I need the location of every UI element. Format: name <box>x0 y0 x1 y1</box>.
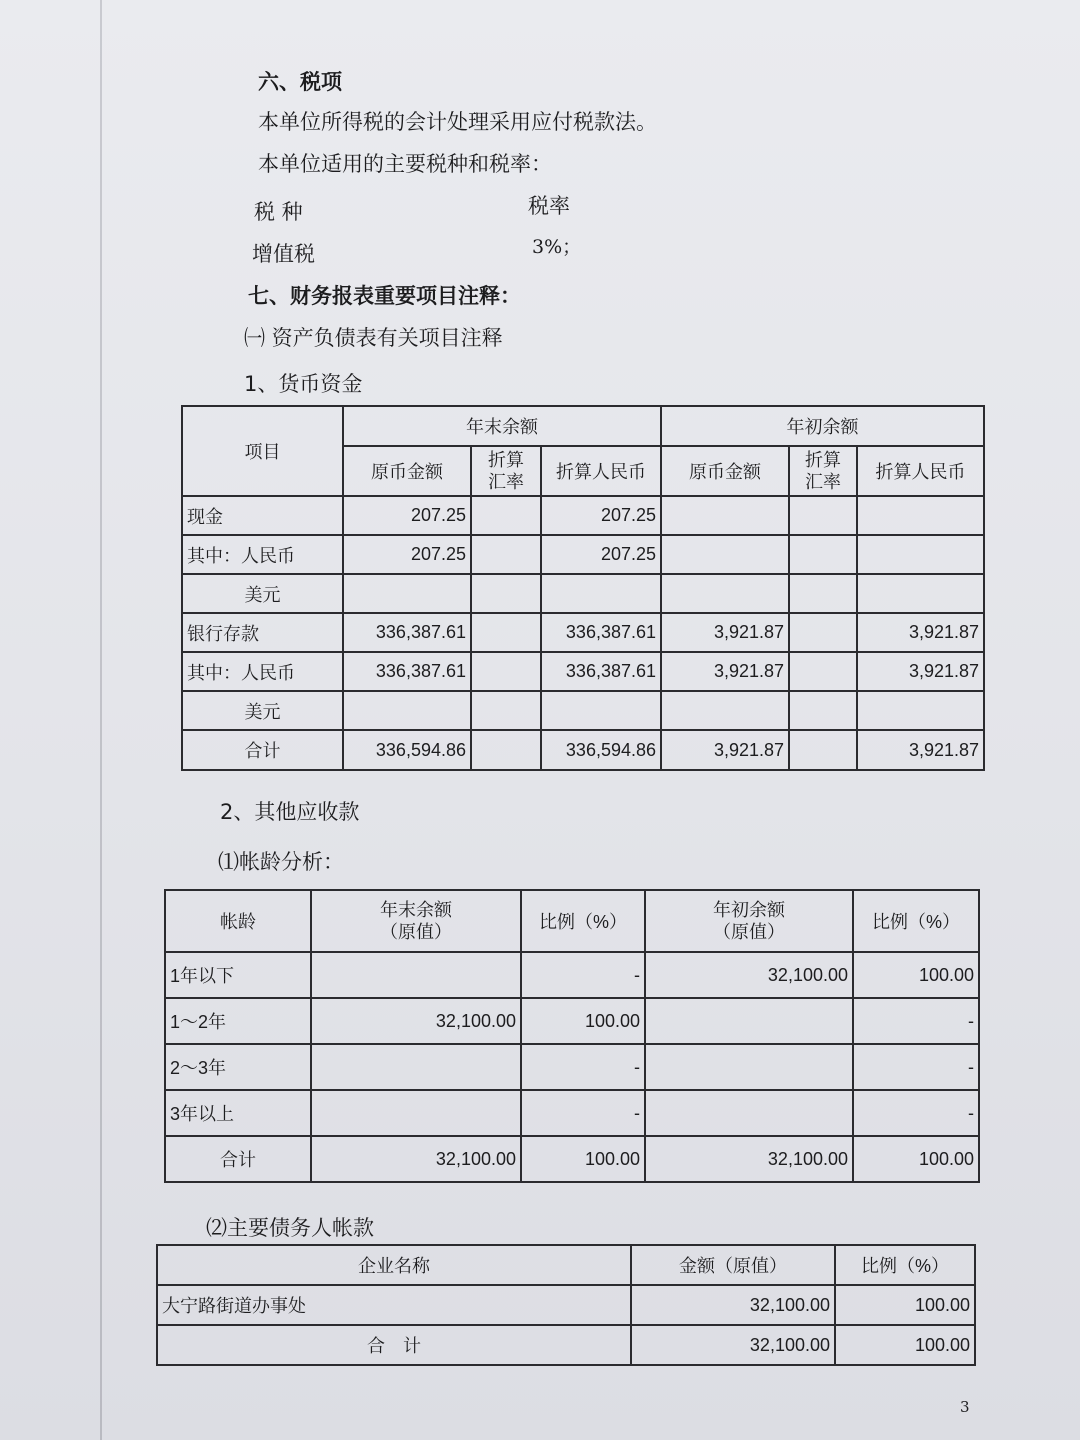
cell-end-orig <box>343 691 471 730</box>
balance-sheet-notes-heading: ㈠ 资产负债表有关项目注释 <box>244 326 503 350</box>
col-header-rate: 折算 汇率 <box>471 446 541 496</box>
cell-end-rate <box>471 730 541 770</box>
cell-end-orig: 336,594.86 <box>343 730 471 770</box>
cell-begin-ratio: - <box>853 1090 979 1136</box>
col-header-year-end-value: 年末余额 （原值） <box>311 890 521 952</box>
table-row <box>182 535 984 574</box>
cell-begin-rate <box>789 730 857 770</box>
cell-begin-value <box>645 998 853 1044</box>
cell-begin-rate <box>789 496 857 535</box>
cell-begin-orig <box>661 535 789 574</box>
cell-end-rate <box>471 613 541 652</box>
cell-begin-rate <box>789 535 857 574</box>
cell-begin-rmb: 3,921.87 <box>857 652 984 691</box>
row-aging-label: 3年以上 <box>165 1090 311 1136</box>
vat-rate: 3%； <box>532 236 582 258</box>
cell-ratio: 100.00 <box>835 1325 975 1365</box>
row-label: 合计 <box>182 730 343 770</box>
col-header-year-end: 年末余额 <box>343 406 661 446</box>
cell-end-rmb: 336,387.61 <box>541 652 661 691</box>
cell-end-orig: 207.25 <box>343 496 471 535</box>
col-header-rmb: 折算人民币 <box>541 446 661 496</box>
cell-end-orig: 207.25 <box>343 535 471 574</box>
tax-policy-text: 本单位所得税的会计处理采用应付税款法。 <box>258 110 657 134</box>
cell-end-rmb: 207.25 <box>541 535 661 574</box>
vat-name: 增值税 <box>252 242 315 266</box>
cell-company-name: 大宁路街道办事处 <box>157 1285 631 1325</box>
col-header-ratio: 比例（%） <box>521 890 645 952</box>
cell-begin-rate <box>789 574 857 613</box>
cell-end-rmb <box>541 691 661 730</box>
cell-end-orig: 336,387.61 <box>343 652 471 691</box>
cell-begin-rmb: 3,921.87 <box>857 730 984 770</box>
col-header-rmb: 折算人民币 <box>857 446 984 496</box>
cash-section-title: 1、货币资金 <box>244 372 363 396</box>
row-aging-label: 1～2年 <box>165 998 311 1044</box>
major-debtors-title: ⑵主要债务人帐款 <box>206 1216 374 1240</box>
cell-end-ratio: 100.00 <box>521 1136 645 1182</box>
notes-heading: 七、财务报表重要项目注释： <box>248 284 521 308</box>
cell-begin-rmb <box>857 691 984 730</box>
cell-end-value: 32,100.00 <box>311 1136 521 1182</box>
cell-begin-rmb <box>857 574 984 613</box>
cell-end-value <box>311 952 521 998</box>
cell-amount: 32,100.00 <box>631 1325 835 1365</box>
row-aging-label: 1年以下 <box>165 952 311 998</box>
aging-table <box>164 889 980 1183</box>
page-number: 3 <box>960 1398 970 1416</box>
row-label: 美元 <box>182 574 343 613</box>
tax-rate-header: 税率 <box>528 194 570 218</box>
table-row <box>182 691 984 730</box>
cell-begin-value: 32,100.00 <box>645 1136 853 1182</box>
cell-end-rmb: 336,594.86 <box>541 730 661 770</box>
row-aging-label: 合计 <box>165 1136 311 1182</box>
col-header-orig-amount: 原币金额 <box>343 446 471 496</box>
col-header-amount: 金额（原值） <box>631 1245 835 1285</box>
col-header-year-begin-value: 年初余额 （原值） <box>645 890 853 952</box>
cell-ratio: 100.00 <box>835 1285 975 1325</box>
cell-begin-rmb: 3,921.87 <box>857 613 984 652</box>
cell-begin-rate <box>789 652 857 691</box>
other-receivables-title: 2、其他应收款 <box>220 800 360 824</box>
cell-begin-orig: 3,921.87 <box>661 652 789 691</box>
table-row <box>165 1090 979 1136</box>
table-row <box>182 613 984 652</box>
cell-end-value <box>311 1090 521 1136</box>
col-header-item: 项目 <box>182 406 343 496</box>
cell-end-ratio: 100.00 <box>521 998 645 1044</box>
cell-end-rmb: 207.25 <box>541 496 661 535</box>
cell-begin-orig <box>661 691 789 730</box>
cell-begin-ratio: 100.00 <box>853 952 979 998</box>
cell-begin-ratio: - <box>853 1044 979 1090</box>
table-row <box>182 574 984 613</box>
cell-end-rate <box>471 574 541 613</box>
table-row <box>157 1285 975 1325</box>
cell-end-ratio: - <box>521 1044 645 1090</box>
cell-begin-orig: 3,921.87 <box>661 730 789 770</box>
cell-begin-ratio: 100.00 <box>853 1136 979 1182</box>
tax-rates-intro: 本单位适用的主要税种和税率： <box>258 152 552 176</box>
table-row <box>182 652 984 691</box>
cell-begin-value <box>645 1044 853 1090</box>
cell-end-rate <box>471 652 541 691</box>
table-row <box>165 998 979 1044</box>
col-header-ratio: 比例（%） <box>835 1245 975 1285</box>
cell-end-orig <box>343 574 471 613</box>
col-header-aging: 帐龄 <box>165 890 311 952</box>
cell-end-orig: 336,387.61 <box>343 613 471 652</box>
table-row-total <box>165 1136 979 1182</box>
row-label: 银行存款 <box>182 613 343 652</box>
row-label: 其中：人民币 <box>182 652 343 691</box>
cell-end-value: 32,100.00 <box>311 998 521 1044</box>
tax-heading: 六、税项 <box>258 70 342 94</box>
table-row <box>165 952 979 998</box>
cell-end-ratio: - <box>521 1090 645 1136</box>
cell-begin-rate <box>789 613 857 652</box>
col-header-orig-amount: 原币金额 <box>661 446 789 496</box>
cell-end-rate <box>471 691 541 730</box>
cell-begin-orig <box>661 574 789 613</box>
major-debtors-table <box>156 1244 976 1366</box>
col-header-rate: 折算 汇率 <box>789 446 857 496</box>
cell-end-value <box>311 1044 521 1090</box>
row-aging-label: 2～3年 <box>165 1044 311 1090</box>
cell-company-name: 合 计 <box>157 1325 631 1365</box>
table-row-total <box>157 1325 975 1365</box>
col-header-company-name: 企业名称 <box>157 1245 631 1285</box>
page-binding-edge <box>100 0 102 1440</box>
col-header-ratio: 比例（%） <box>853 890 979 952</box>
cell-begin-value <box>645 1090 853 1136</box>
table-row <box>165 1044 979 1090</box>
row-label: 现金 <box>182 496 343 535</box>
aging-analysis-title: ⑴帐龄分析： <box>218 850 344 874</box>
row-label: 其中：人民币 <box>182 535 343 574</box>
cell-begin-value: 32,100.00 <box>645 952 853 998</box>
cell-end-rmb: 336,387.61 <box>541 613 661 652</box>
cell-end-rate <box>471 535 541 574</box>
cell-begin-rmb <box>857 535 984 574</box>
cell-begin-orig: 3,921.87 <box>661 613 789 652</box>
cell-end-rate <box>471 496 541 535</box>
cell-begin-rate <box>789 691 857 730</box>
tax-type-header: 税 种 <box>254 200 303 224</box>
cell-begin-ratio: - <box>853 998 979 1044</box>
row-label: 美元 <box>182 691 343 730</box>
cell-amount: 32,100.00 <box>631 1285 835 1325</box>
table-row-total <box>182 730 984 770</box>
cell-end-rmb <box>541 574 661 613</box>
col-header-year-begin: 年初余额 <box>661 406 984 446</box>
cell-end-ratio: - <box>521 952 645 998</box>
cell-begin-rmb <box>857 496 984 535</box>
cell-begin-orig <box>661 496 789 535</box>
table-row <box>182 496 984 535</box>
cash-table <box>181 405 985 771</box>
